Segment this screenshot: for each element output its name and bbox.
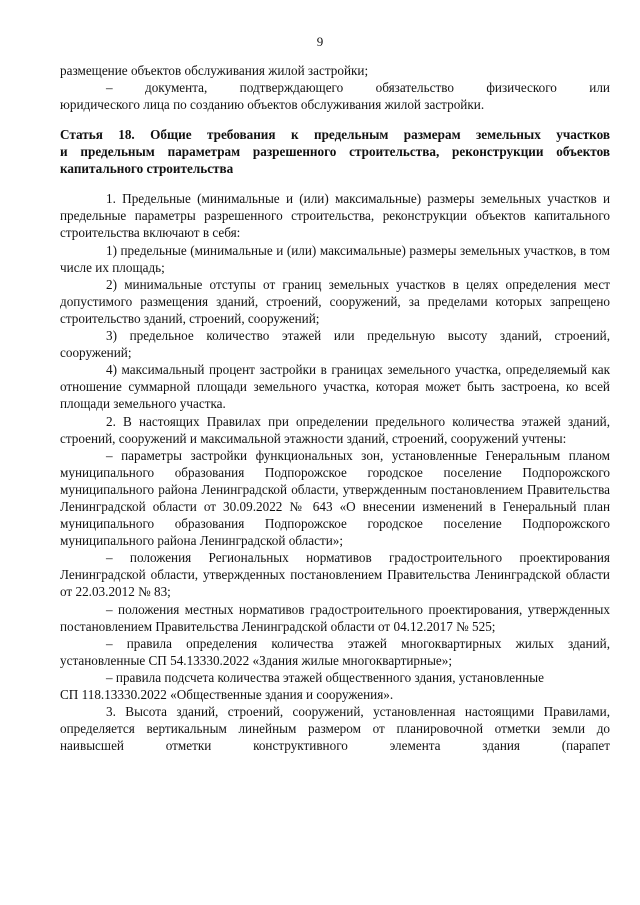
paragraph-1: 1. Предельные (минимальные и (или) максимальные) размеры земельных участков и предельные параметры разрешенного строительства, реконструкции объектов капитального строительства включают в себя: xyxy=(60,191,610,241)
intro-line-1: размещение объектов обслуживания жилой застройки; xyxy=(60,63,369,78)
list-item-general-plan: – параметры застройки функциональных зон, установленные Генеральным планом муниципального образования Подпорожское городское поселение Подпорожского муниципального района Ленинградской области, утвержденным постановлением Правительства Ленинградской области от 30.09.2022 № 643 «О внесении изменений в Генеральный план муниципального образования Подпорожское городское поселение Подпорожского муниципального района Ленинградской области»; xyxy=(60,447,610,549)
list-item-regional-norms: – положения Региональных нормативов градостроительного проектирования Ленинградской области, утвержденных постановлением Правительства Ленинградской области от 22.03.2012 № 83; xyxy=(60,550,610,600)
paragraph-2: 2. В настоящих Правилах при определении предельного количества этажей зданий, строений, сооружений и максимальной этажности зданий, строений, сооружений учтены: xyxy=(60,413,610,446)
document-body xyxy=(60,62,610,754)
paragraph-1-item-3: 3) предельное количество этажей или предельную высоту зданий, строений, сооружений; xyxy=(60,328,610,361)
article-heading xyxy=(60,126,610,177)
list-item-local-norms: – положения местных нормативов градостроительного проектирования, утвержденных постановлением Правительства Ленинградской области от 04.12.2017 № 525; xyxy=(60,601,610,634)
paragraph-1-item-4: 4) максимальный процент застройки в границах земельного участка, определяемый как отношение суммарной площади земельного участка, которая может быть застроена, ко всей площади земельного участка. xyxy=(60,362,610,412)
paragraph-3: 3. Высота зданий, строений, сооружений, установленная настоящими Правилами, определяется вертикальным линейным размером от планировочной отметки земли до наивысшей отметки конструктивного элемента здания (парапет xyxy=(60,704,610,754)
paragraph-1-item-2: 2) минимальные отступы от границ земельных участков в целях определения мест допустимого размещения зданий, строений, сооружений, за пределами которых запрещено строительство зданий, строений, сооружений; xyxy=(60,276,610,326)
page-number: 9 xyxy=(316,34,324,49)
list-item-sp-118-line-2: СП 118.13330.2022 «Общественные здания и сооружения». xyxy=(60,687,394,702)
heading-line-1: Статья 18. Общие требования к предельным размерам земельных участков xyxy=(60,127,610,143)
paragraph-1-item-1: 1) предельные (минимальные и (или) максимальные) размеры земельных участков, в том числе их площадь; xyxy=(60,242,610,275)
list-item-sp-118-line-1: – правила подсчета количества этажей общественного здания, установленные xyxy=(106,669,544,685)
intro-line-2: – документа, подтверждающего обязательство физического или xyxy=(106,80,610,96)
intro-line-3: юридического лица по созданию объектов обслуживания жилой застройки. xyxy=(60,97,485,113)
list-item-sp-54: – правила определения количества этажей многоквартирных жилых зданий, установленные СП 54.13330.2022 «Здания жилые многоквартирные»; xyxy=(60,635,610,668)
heading-line-3: капитального строительства xyxy=(60,161,234,177)
heading-line-2: и предельным параметрам разрешенного строительства, реконструкции объектов xyxy=(60,144,610,160)
